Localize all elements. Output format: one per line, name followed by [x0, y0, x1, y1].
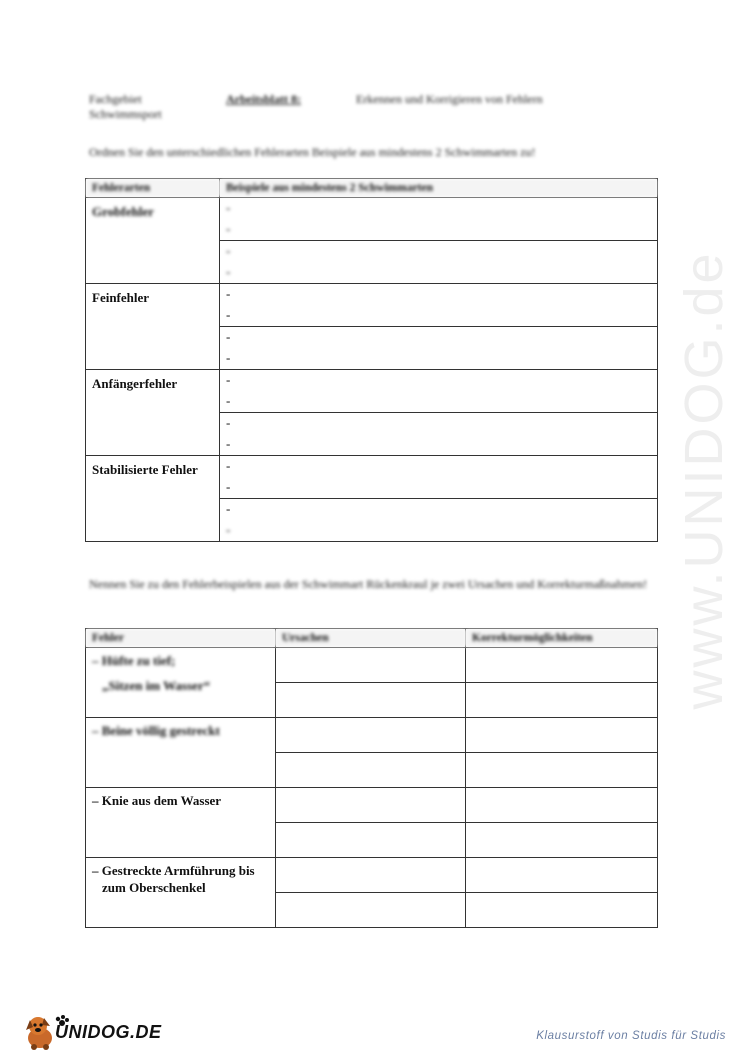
example-cell[interactable]: - - [220, 327, 658, 370]
example-cell[interactable]: - - [220, 499, 658, 542]
example-cell[interactable]: - - [220, 370, 658, 413]
table-row [86, 718, 658, 753]
table-row [86, 370, 658, 413]
table-header-row [86, 629, 658, 648]
correction-cell[interactable] [466, 858, 658, 893]
watermark: www.UNIDOG.de [674, 250, 734, 710]
correction-cell[interactable] [466, 753, 658, 788]
cause-cell[interactable] [276, 753, 466, 788]
table-header-row [86, 179, 658, 198]
example-cell[interactable]: - - [220, 456, 658, 499]
cause-cell[interactable] [276, 683, 466, 718]
error-type-cell: Feinfehler [86, 284, 220, 370]
error-types-table [85, 178, 658, 542]
table-row [86, 858, 658, 893]
example-cell[interactable]: - - [220, 198, 658, 241]
cause-cell[interactable] [276, 718, 466, 753]
col-header: Fehlerarten [86, 179, 220, 198]
instruction-2: Nennen Sie zu den Fehlerbeispielen aus der Schwimmart Rückenkraul je zwei Ursachen und Korrekturmaßnahmen! [89, 577, 648, 591]
correction-cell[interactable] [466, 648, 658, 683]
subject-value: Schwimmsport [89, 107, 162, 121]
col-header: Fehler [86, 629, 276, 648]
subject-label: Fachgebiet [89, 92, 142, 106]
sheet-topic: Erkennen und Korrigieren von Fehlern [356, 92, 543, 106]
col-header: Korrekturmöglichkeiten [466, 629, 658, 648]
table-row [86, 648, 658, 683]
cause-cell[interactable] [276, 823, 466, 858]
cause-cell[interactable] [276, 893, 466, 928]
correction-cell[interactable] [466, 823, 658, 858]
subject-block [89, 92, 162, 122]
col-header: Beispiele aus mindestens 2 Schwimmarten [220, 179, 658, 198]
causes-corrections-table [85, 628, 658, 928]
correction-cell[interactable] [466, 718, 658, 753]
error-type-cell: Grobfehler [86, 198, 220, 284]
sheet-title: Arbeitsblatt 8: [226, 92, 301, 106]
logo-text[interactable]: UNIDOG.DE [55, 1022, 162, 1042]
correction-cell[interactable] [466, 788, 658, 823]
example-cell[interactable]: - - [220, 241, 658, 284]
table-row [86, 456, 658, 499]
col-header: Ursachen [276, 629, 466, 648]
table-row [86, 284, 658, 327]
error-type-cell: Stabilisierte Fehler [86, 456, 220, 542]
error-cell: – Gestreckte Armführung bis zum Oberschenkel [86, 858, 276, 928]
example-cell[interactable]: - - [220, 413, 658, 456]
error-type-cell: Anfängerfehler [86, 370, 220, 456]
correction-cell[interactable] [466, 683, 658, 718]
table-row [86, 788, 658, 823]
error-cell: – Hüfte zu tief; „Sitzen im Wasser“ [86, 648, 276, 718]
footer-tagline: Klausurstoff von Studis für Studis [536, 1030, 726, 1042]
instruction-1: Ordnen Sie den unterschiedlichen Fehlerarten Beispiele aus mindestens 2 Schwimmarten zu! [89, 145, 536, 159]
error-cell: – Knie aus dem Wasser [86, 788, 276, 858]
cause-cell[interactable] [276, 858, 466, 893]
correction-cell[interactable] [466, 893, 658, 928]
cause-cell[interactable] [276, 648, 466, 683]
table-row [86, 198, 658, 241]
cause-cell[interactable] [276, 788, 466, 823]
example-cell[interactable]: - - [220, 284, 658, 327]
error-cell: – Beine völlig gestreckt [86, 718, 276, 788]
